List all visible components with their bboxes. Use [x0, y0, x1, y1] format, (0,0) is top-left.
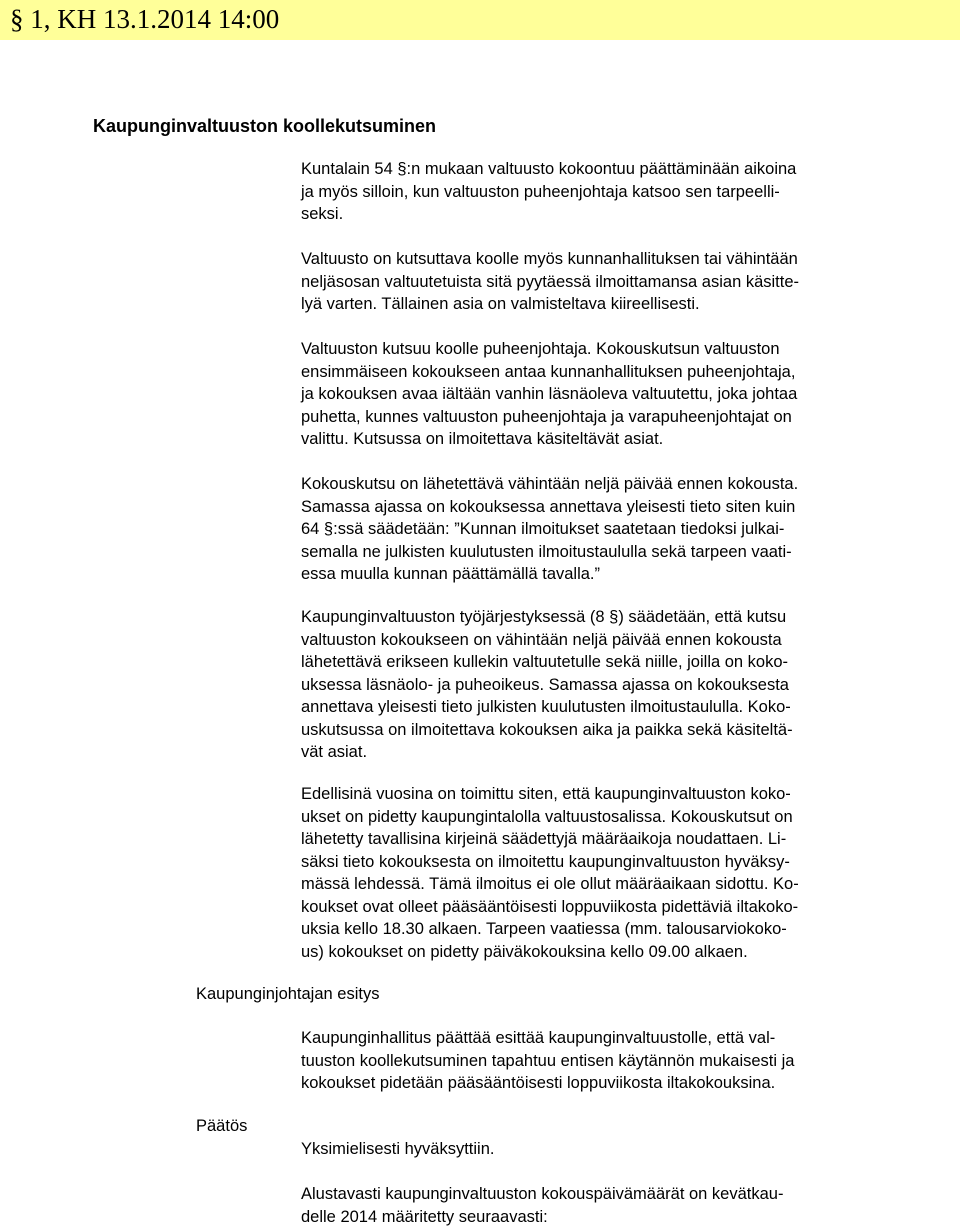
- paragraph-puheenjohtaja: [301, 338, 911, 451]
- text-line: kokoukset pidetään pääsääntöisesti loppuviikosta iltakokouksina.: [301, 1074, 776, 1092]
- paragraph-esitys: [301, 1027, 911, 1095]
- text-line: Kaupunginhallitus päättää esittää kaupunginvaltuustolle, että val-: [301, 1029, 776, 1047]
- text-line: ja kokouksen avaa iältään vanhin läsnäoleva valtuutettu, joka johtaa: [301, 385, 798, 403]
- paragraph-tyojarjestys: [301, 606, 911, 764]
- text-line: seksi.: [301, 205, 344, 223]
- text-line: annettava yleisesti tieto julkisten kuulutusten ilmoitustaululla. Koko-: [301, 698, 791, 716]
- text-line: ja myös silloin, kun valtuuston puheenjohtaja katsoo sen tarpeelli-: [301, 182, 780, 201]
- text-line: lähetettävä erikseen kullekin valtuutetulle sekä niille, joilla on koko-: [301, 653, 789, 671]
- section-header-text: § 1, KH 13.1.2014 14:00: [10, 4, 280, 34]
- paragraph-kutsuttava: [301, 248, 911, 316]
- text-line: essa muulla kunnan päättämällä tavalla.”: [301, 565, 601, 583]
- document-title: Kaupunginvaltuuston koollekutsuminen: [93, 116, 437, 136]
- section-header-bar: [0, 0, 960, 40]
- paragraph-kuntalaki: [301, 158, 911, 226]
- proposal-label: Kaupunginjohtajan esitys: [196, 985, 380, 1003]
- text-line: lyä varten. Tällainen asia on valmisteltava kiireellisesti.: [301, 295, 700, 313]
- text-line: neljäsosan valtuutetuista sitä pyytäessä ilmoittamansa asian käsitte-: [301, 272, 800, 291]
- decision-label: Päätös: [196, 1117, 248, 1135]
- text-line: mässä lehdessä. Tämä ilmoitus ei ole ollut määräaikaan sidottu. Ko-: [301, 875, 799, 893]
- text-line: koukset ovat olleet pääsääntöisesti loppuviikosta pidettäviä iltakoko-: [301, 897, 799, 916]
- text-line: Valtuusto on kutsuttava koolle myös kunnanhallituksen tai vähintään: [301, 250, 798, 268]
- text-line: puhetta, kunnes valtuuston puheenjohtaja ja varapuheenjohtajat on: [301, 407, 792, 426]
- text-line: uksia kello 18.30 alkaen. Tarpeen vaatiessa (mm. talousarviokoko-: [301, 920, 787, 938]
- text-line: us) kokoukset on pidetty päiväkokouksina kello 09.00 alkaen.: [301, 942, 748, 961]
- paragraph-kokouskutsu: [301, 473, 911, 586]
- text-line: valtuuston kokoukseen on vähintään neljä päivää ennen kokousta: [301, 630, 782, 649]
- paragraph-paatos: [301, 1138, 911, 1161]
- text-line: Kaupunginvaltuuston työjärjestyksessä (8 §) säädetään, että kutsu: [301, 608, 787, 626]
- text-line: Kokouskutsu on lähetettävä vähintään neljä päivää ennen kokousta.: [301, 475, 799, 493]
- paragraph-kokouspaivamaarat: [301, 1183, 911, 1228]
- text-line: ensimmäiseen kokoukseen antaa kunnanhallituksen puheenjohtaja,: [301, 362, 796, 381]
- text-line: Alustavasti kaupunginvaltuuston kokouspäivämäärät on kevätkau-: [301, 1185, 784, 1203]
- text-line: uksessa läsnäolo- ja puheoikeus. Samassa ajassa on kokouksesta: [301, 675, 789, 694]
- text-line: Kuntalain 54 §:n mukaan valtuusto kokoontuu päättäminään aikoina: [301, 160, 797, 178]
- text-line: säksi tieto kokouksesta on ilmoitettu kaupunginvaltuuston hyväksy-: [301, 852, 790, 871]
- text-line: lähetetty tavallisina kirjeinä säädettyjä määräaikoja noudattaen. Li-: [301, 830, 787, 848]
- text-line: 64 §:ssä säädetään: ”Kunnan ilmoitukset saatetaan tiedoksi julkai-: [301, 520, 785, 538]
- text-line: tuuston koollekutsuminen tapahtuu entisen käytännön mukaisesti ja: [301, 1051, 795, 1070]
- text-line: Valtuuston kutsuu koolle puheenjohtaja. Kokouskutsun valtuuston: [301, 340, 780, 358]
- text-line: Samassa ajassa on kokouksessa annettava yleisesti tieto siten kuin: [301, 497, 796, 516]
- text-line: Yksimielisesti hyväksyttiin.: [301, 1140, 495, 1158]
- text-line: uskutsussa on ilmoitettava kokouksen aika ja paikka sekä käsiteltä-: [301, 720, 793, 739]
- text-line: semalla ne julkisten kuulutusten ilmoitustaululla sekä tarpeen vaati-: [301, 542, 792, 561]
- text-line: delle 2014 määritetty seuraavasti:: [301, 1207, 548, 1226]
- text-line: vät asiat.: [301, 743, 368, 761]
- paragraph-edellisina-vuosina: [301, 783, 911, 963]
- text-line: ukset on pidetty kaupungintalolla valtuustosalissa. Kokouskutsut on: [301, 807, 793, 826]
- text-line: Edellisinä vuosina on toimittu siten, että kaupunginvaltuuston koko-: [301, 785, 791, 803]
- text-line: valittu. Kutsussa on ilmoitettava käsiteltävät asiat.: [301, 430, 664, 448]
